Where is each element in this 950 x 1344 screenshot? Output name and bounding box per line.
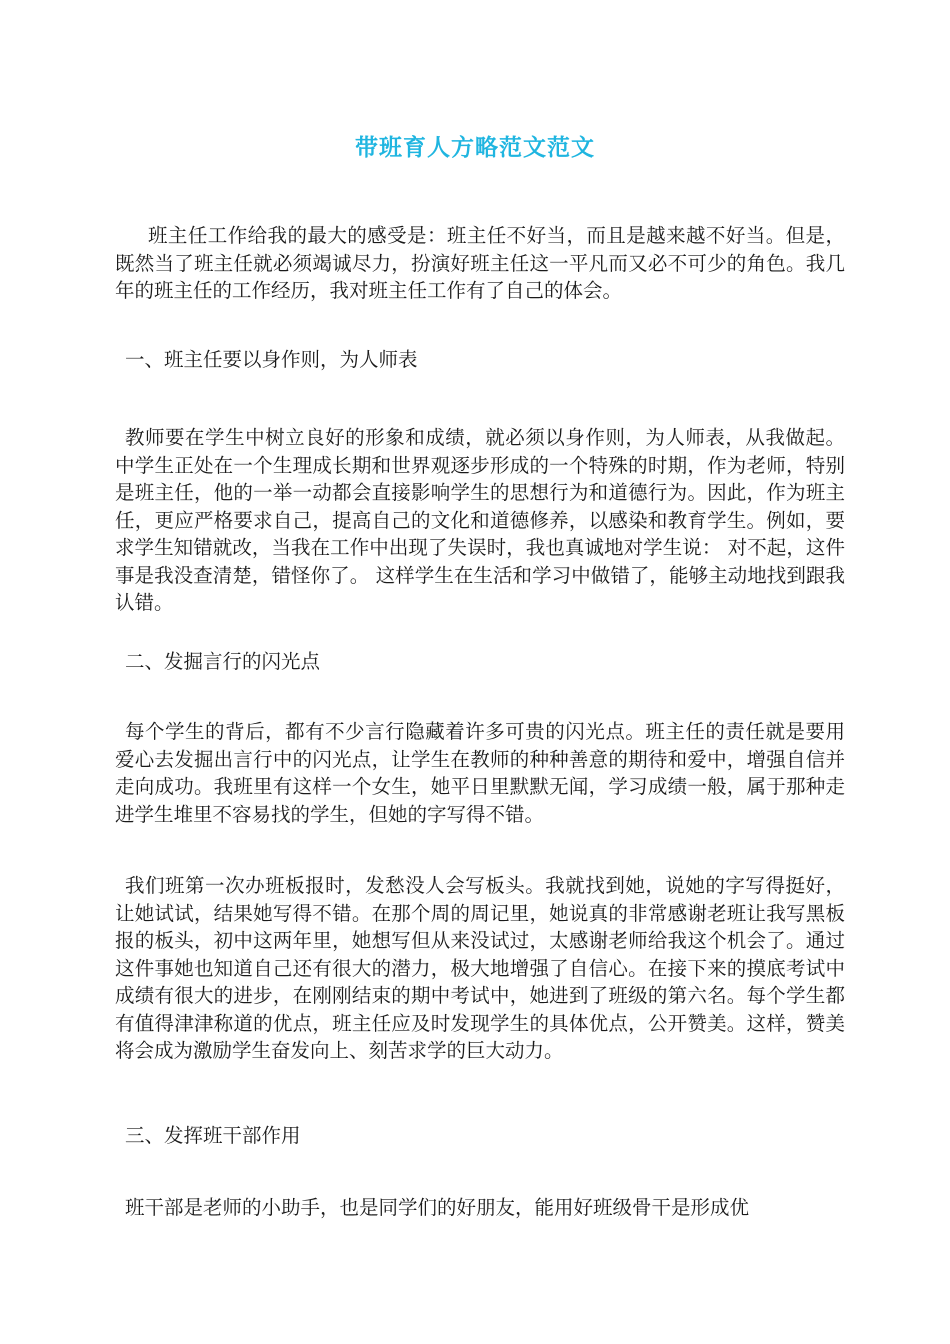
section-2-paragraph-1: 每个学生的背后，都有不少言行隐藏着许多可贵的闪光点。班主任的责任就是要用爱心去发掘出言行中的闪光点，让学生在教师的种种善意的期待和爱中，增强自信并走向成功。我班里有这样一个女生，她平日里默默无闻，学习成绩一般，属于那种走进学生堆里不容易找的学生，但她的字写得不错。 bbox=[115, 720, 845, 826]
section-2-paragraph-2: 我们班第一次办班板报时，发愁没人会写板头。我就找到她，说她的字写得挺好，让她试试，结果她写得不错。在那个周的周记里，她说真的非常感谢老班让我写黑板报的板头，初中这两年里，她想写但从来没试过，太感谢老师给我这个机会了。通过这件事她也知道自己还有很大的潜力，极大地增强了自信心。在接下来的摸底考试中成绩有很大的进步，在刚刚结束的期中考试中，她进到了班级的第六名。每个学生都有值得津津称道的优点，班主任应及时发现学生的具体优点，公开赞美。这样，赞美将会成为激励学生奋发向上、刻苦求学的巨大动力。 bbox=[115, 874, 845, 1062]
section-2-heading: 二、发掘言行的闪光点 bbox=[125, 650, 321, 673]
section-1-heading: 一、班主任要以身作则，为人师表 bbox=[125, 348, 418, 371]
document-title: 带班育人方略范文范文 bbox=[355, 134, 595, 161]
section-3-paragraph: 班干部是老师的小助手，也是同学们的好朋友，能用好班级骨干是形成优 bbox=[125, 1196, 750, 1219]
section-1-paragraph: 教师要在学生中树立良好的形象和成绩，就必须以身作则，为人师表，从我做起。中学生正处在一个生理成长期和世界观逐步形成的一个特殊的时期，作为老师，特别是班主任，他的一举一动都会直接影响学生的思想行为和道德行为。因此，作为班主任，更应严格要求自己，提高自己的文化和道德修养，以感染和教育学生。例如，要求学生知错就改，当我在工作中出现了失误时，我也真诚地对学生说： 对不起，这件事是我没查清楚，错怪你了。 这样学生在生活和学习中做错了，能够主动地找到跟我认错。 bbox=[115, 426, 845, 614]
intro-paragraph: 班主任工作给我的最大的感受是：班主任不好当，而且是越来越不好当。但是，既然当了班主任就必须竭诚尽力，扮演好班主任这一平凡而又必不可少的角色。我几年的班主任的工作经历，我对班主任工作有了自己的体会。 bbox=[115, 224, 845, 302]
section-3-heading: 三、发挥班干部作用 bbox=[125, 1124, 301, 1147]
